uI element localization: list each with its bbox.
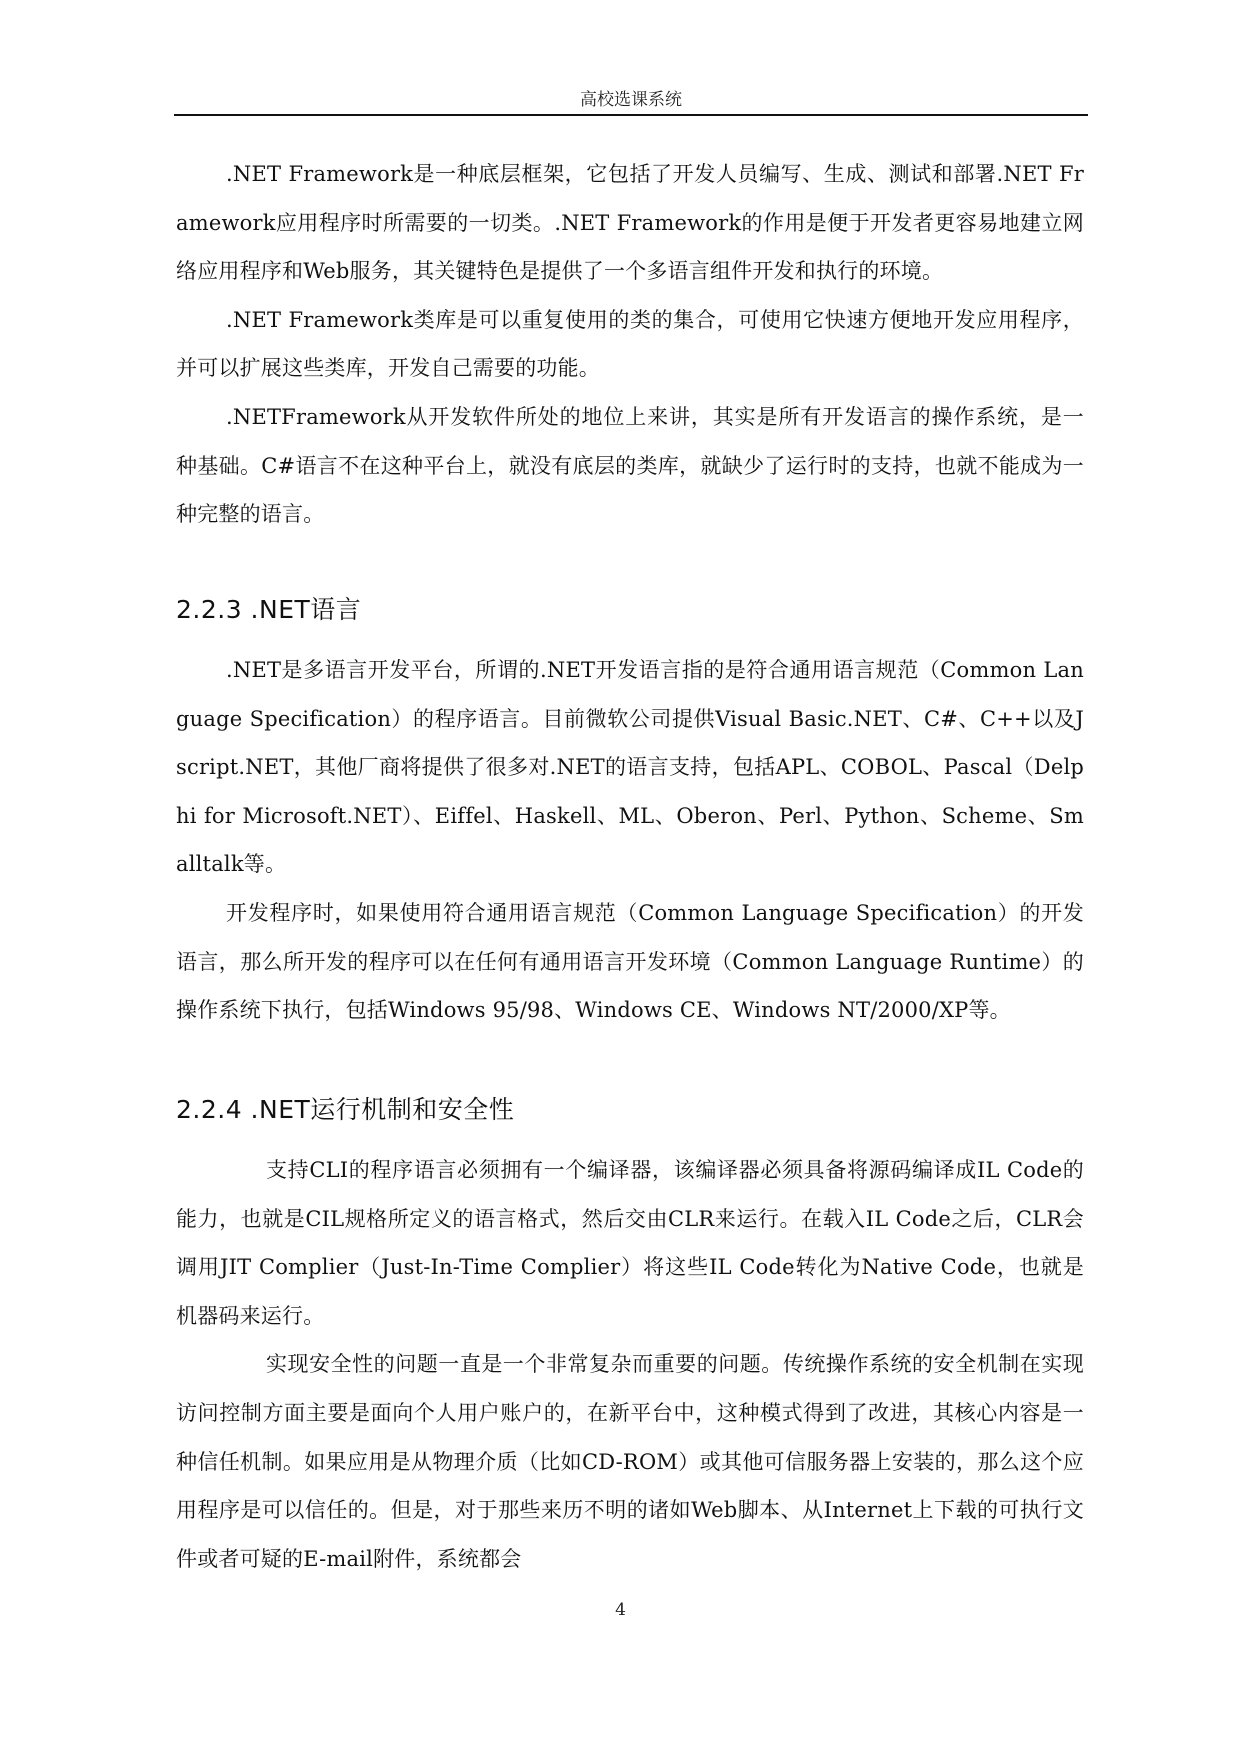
paragraph-net-languages: .NET是多语言开发平台，所谓的.NET开发语言指的是符合通用语言规范（Common Language Specification）的程序语言。目前微软公司提供Visual Basic.NET、C#、C++以及Jscript.NET，其他厂商将提供了很多对.NET的语言支持，包括APL、COBOL、Pascal（Delphi for Microsoft.NET）、Eiffel、Haskell、ML、Oberon、Perl、Python、Scheme、Smalltalk等。 xyxy=(176,658,1084,877)
section-heading-2-2-4: 2.2.4 .NET运行机制和安全性 xyxy=(176,1095,515,1124)
paragraph-cls-runtime: 开发程序时，如果使用符合通用语言规范（Common Language Specification）的开发语言，那么所开发的程序可以在任何有通用语言开发环境（Common Language Runtime）的操作系统下执行，包括Windows 95/98、Windows CE、Windows NT/2000/XP等。 xyxy=(176,900,1084,1023)
page-number: 4 xyxy=(615,1600,626,1620)
paragraph-net-framework-definition: .NET Framework是一种底层框架，它包括了开发人员编写、生成、测试和部署.NET Framework应用程序时所需要的一切类。.NET Framework的作用是便于开发者更容易地建立网络应用程序和Web服务，其关键特色是提供了一个多语言组件开发和执行的环境。 xyxy=(176,162,1084,284)
intro-section xyxy=(176,150,1084,539)
running-header: 高校选课系统 xyxy=(174,86,1088,116)
section-2-2-4-body xyxy=(176,1146,1084,1583)
paragraph-cli-compiler: 支持CLI的程序语言必须拥有一个编译器，该编译器必须具备将源码编译成IL Code的能力，也就是CIL规格所定义的语言格式，然后交由CLR来运行。在载入IL Code之后，CLR会调用JIT Complier（Just-In-Time Complier）将这些IL Code转化为Native Code，也就是机器码来运行。 xyxy=(176,1158,1084,1328)
paragraph-security-trust: 实现安全性的问题一直是一个非常复杂而重要的问题。传统操作系统的安全机制在实现访问控制方面主要是面向个人用户账户的，在新平台中，这种模式得到了改进，其核心内容是一种信任机制。如果应用是从物理介质（比如CD-ROM）或其他可信服务器上安装的，那么这个应用程序是可以信任的。但是，对于那些来历不明的诸如Web脚本、从Internet上下载的可执行文件或者可疑的E-mail附件，系统都会 xyxy=(176,1352,1084,1571)
paragraph-class-library: .NET Framework类库是可以重复使用的类的集合，可使用它快速方便地开发应用程序，并可以扩展这些类库，开发自己需要的功能。 xyxy=(176,307,1084,381)
section-2-2-3-body xyxy=(176,646,1084,1035)
paragraph-framework-role: .NETFramework从开发软件所处的地位上来讲，其实是所有开发语言的操作系统，是一种基础。C#语言不在这种平台上，就没有底层的类库，就缺少了运行时的支持，也就不能成为一种完整的语言。 xyxy=(176,404,1084,527)
section-heading-2-2-3: 2.2.3 .NET语言 xyxy=(176,595,362,624)
